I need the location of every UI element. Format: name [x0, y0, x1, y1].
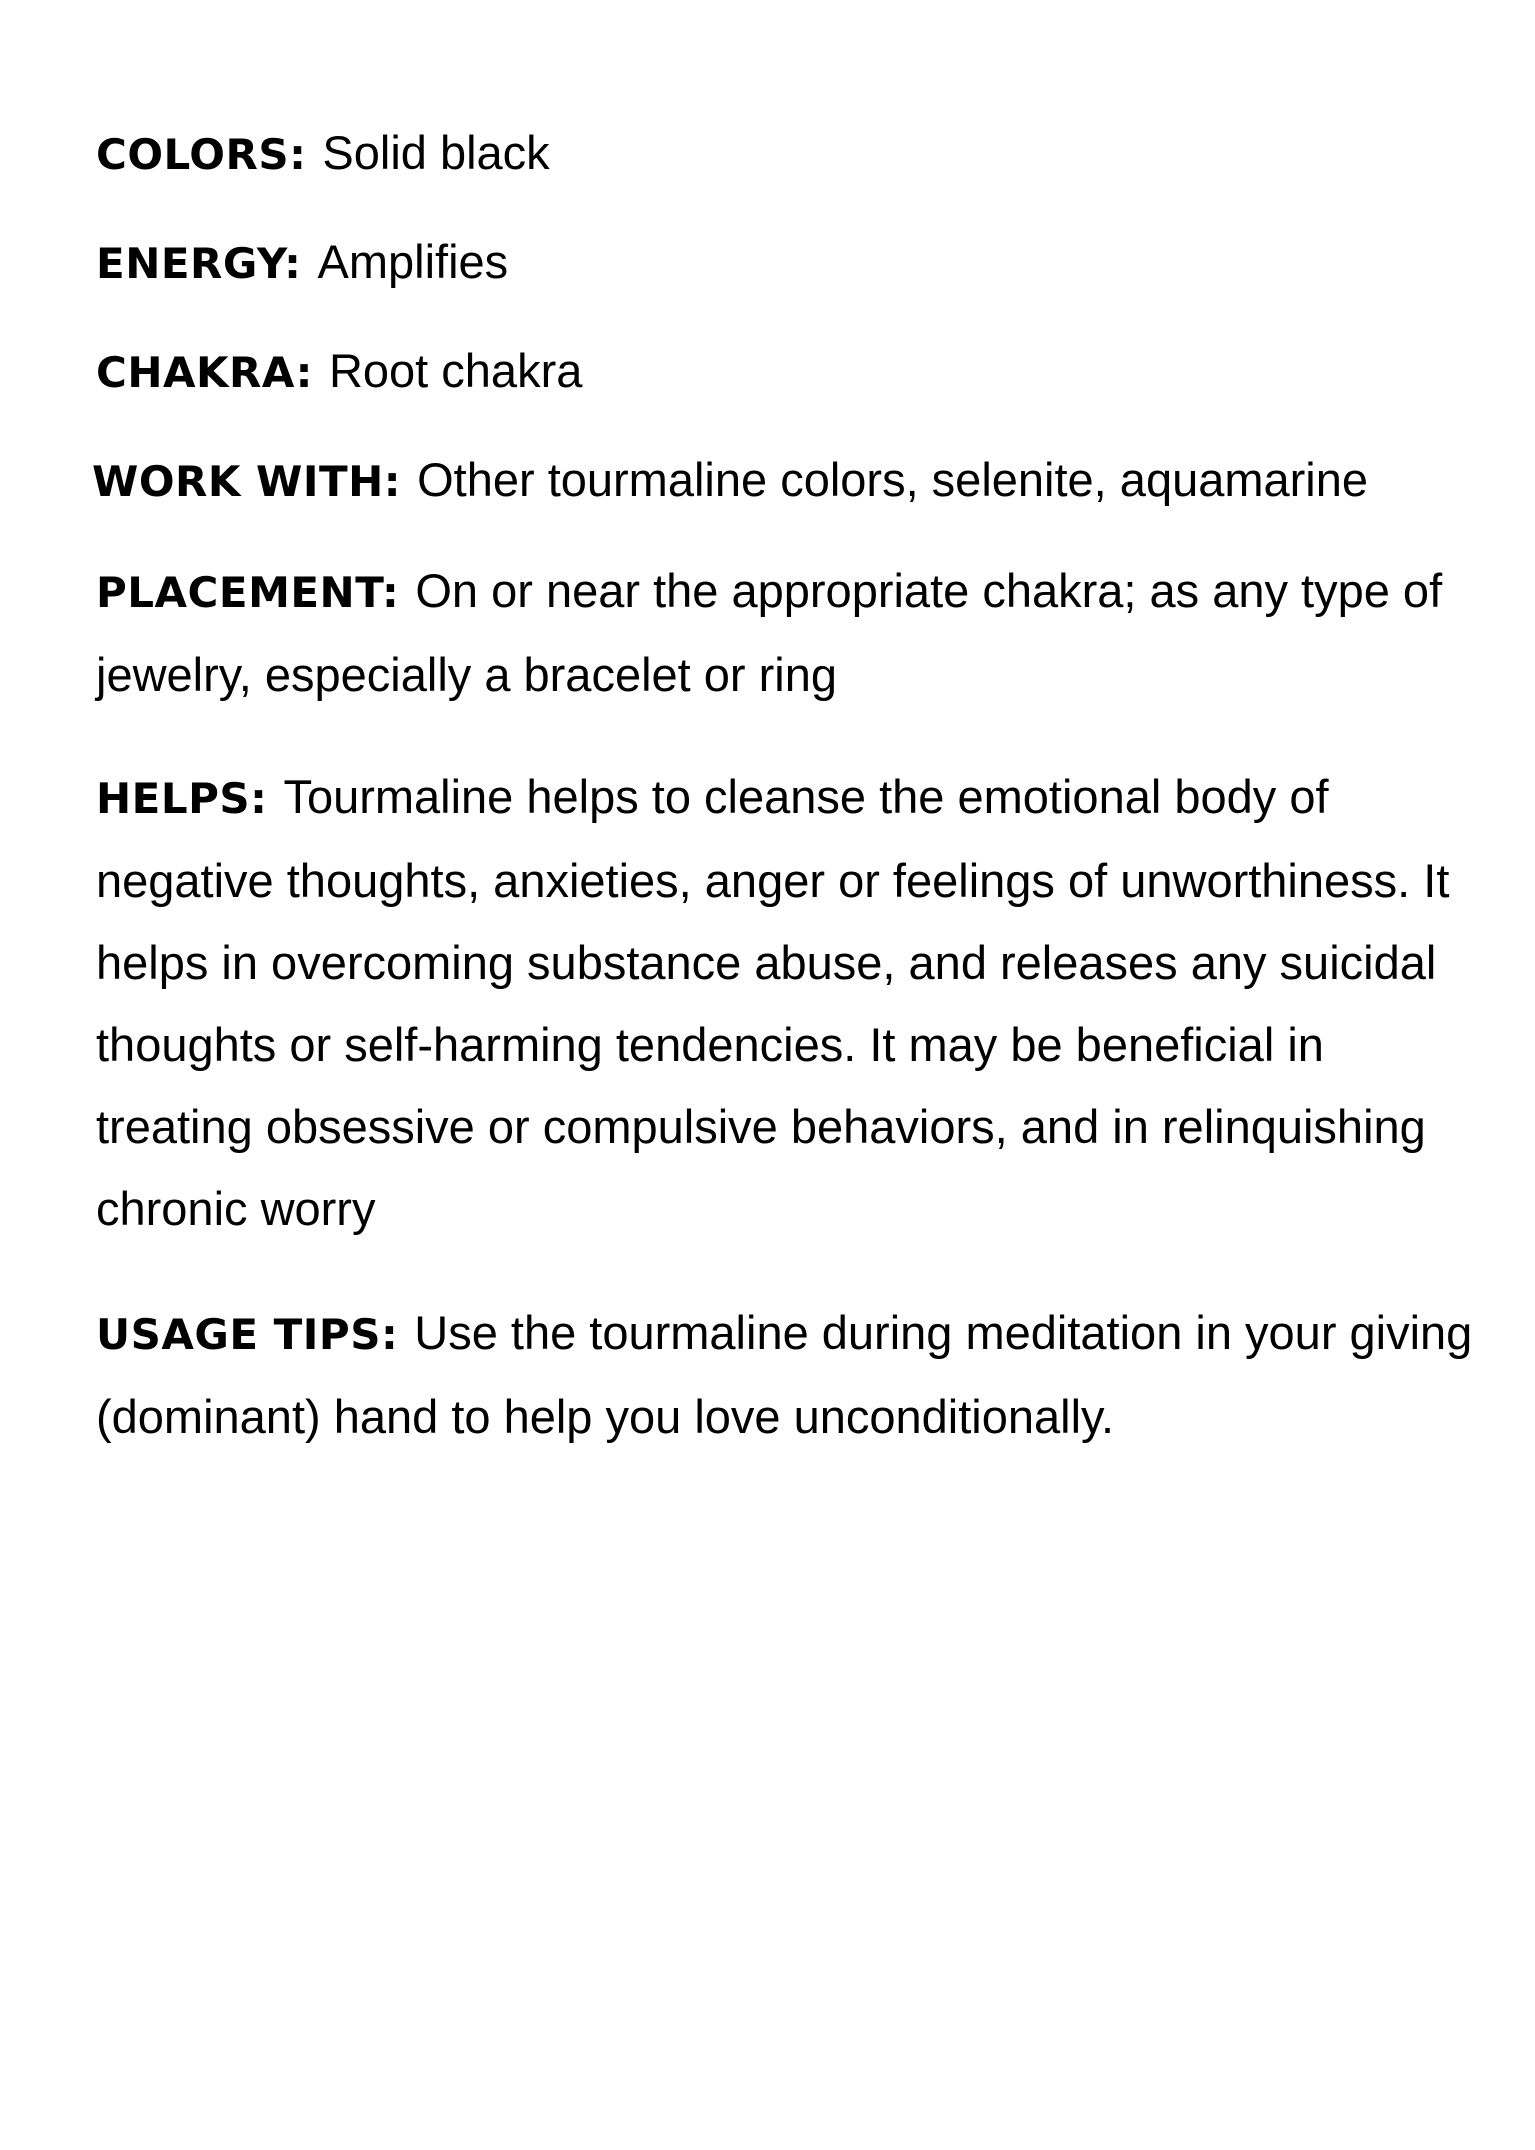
chakra-label: CHAKRA: [96, 348, 313, 397]
usage-tips-entry [96, 1292, 1486, 1458]
work-with-label: WORK WITH: [92, 457, 402, 506]
energy-text: Amplifies [317, 235, 509, 288]
helps-entry [96, 756, 1486, 1250]
colors-entry [96, 112, 1486, 196]
helps-label: HELPS: [96, 774, 268, 823]
chakra-text: Root chakra [328, 344, 583, 397]
chakra-entry [96, 330, 1486, 414]
colors-label: COLORS: [96, 130, 307, 179]
placement-entry [96, 550, 1486, 716]
work-with-entry [92, 439, 1482, 523]
energy-entry [96, 221, 1486, 305]
placement-label: PLACEMENT: [96, 568, 400, 617]
work-with-text: Other tourmaline colors, selenite, aquamarine [417, 453, 1369, 506]
usage-tips-label: USAGE TIPS: [96, 1310, 399, 1359]
helps-text: Tourmaline helps to cleanse the emotional body of negative thoughts, anxieties, anger or feelings of unworthiness. It helps in overcoming substance abuse, and releases any suicidal thoughts or self-harming tendencies. It may be beneficial in treating obsessive or compulsive behaviors, and in relinquishing chronic worry [96, 770, 1450, 1235]
colors-text: Solid black [322, 126, 550, 179]
placement-text: On or near the appropriate chakra; as any type of jewelry, especially a bracelet or ring [96, 564, 1443, 701]
energy-label: ENERGY: [96, 239, 302, 288]
usage-tips-text: Use the tourmaline during meditation in your giving (dominant) hand to help you love unconditionally. [96, 1306, 1473, 1443]
